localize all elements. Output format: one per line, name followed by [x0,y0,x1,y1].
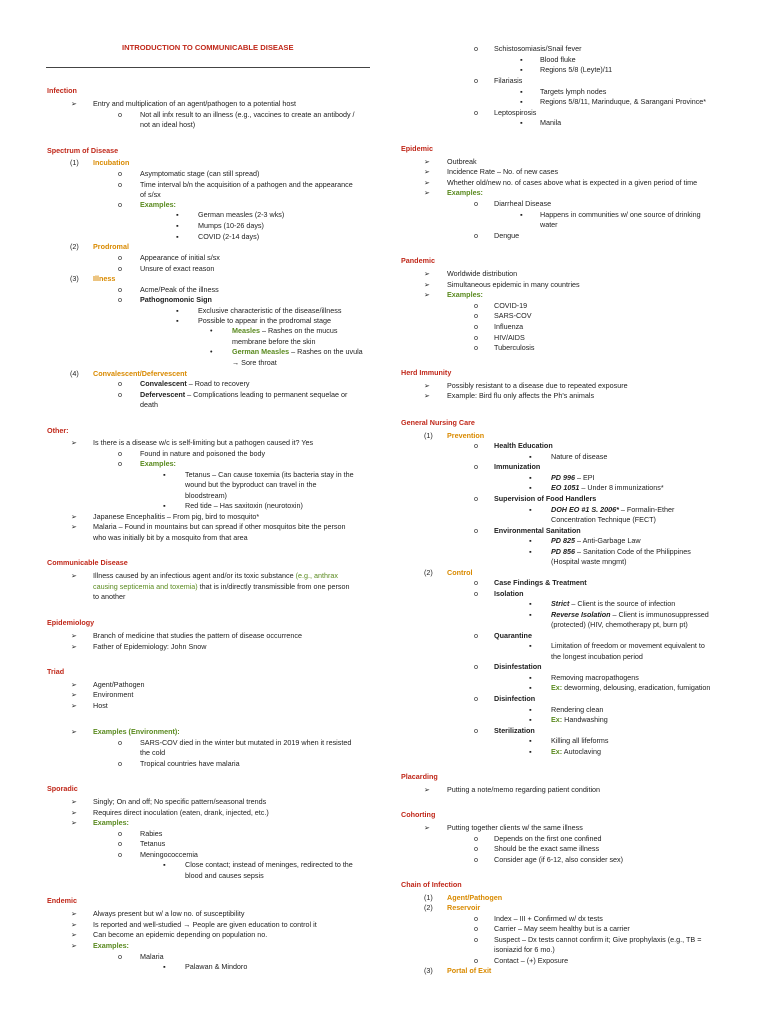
list-marker: ▪ [529,673,532,682]
text-line: Acme/Peak of the illness [140,285,219,294]
list-marker: o [474,462,478,471]
text-line: HIV/AIDS [494,333,525,342]
text-line: Disinfestation [494,662,542,671]
list-marker: ▪ [176,210,179,219]
list-marker: ▪ [529,505,532,514]
text-line: the cold [140,748,166,757]
text-line: Mumps (10-26 days) [198,221,264,230]
list-marker: ➢ [71,909,78,918]
text-line: Agent/Pathogen [93,680,145,689]
text-line: Tetanus – Can cause toxemia (its bacteria stay in the [185,470,354,479]
text-line: Host [93,701,108,710]
section-heading: Infection [47,86,77,95]
text-line: Red tide – Has saxitoxin (neurotoxin) [185,501,303,510]
list-marker: o [118,738,122,747]
text-line: Leptospirosis [494,108,537,117]
list-marker: ➢ [424,391,431,400]
text-line: Environment [93,690,134,699]
text-line: Examples: [447,290,483,299]
text-line: COVID (2-14 days) [198,232,260,241]
text-line: of s/sx [140,190,161,199]
text-line: Isolation [494,589,524,598]
list-marker: ▪ [176,316,179,325]
text-line: Examples: [93,941,129,950]
list-marker: o [474,935,478,944]
list-marker: ▪ [529,747,532,756]
list-marker: o [118,295,122,304]
text-line: Portal of Exit [447,966,492,975]
list-marker: o [474,322,478,331]
text-line: Possibly resistant to a disease due to repeated exposure [447,381,628,390]
list-marker: o [474,726,478,735]
text-line: Should be the exact same illness [494,844,600,853]
list-marker: • [210,347,213,356]
text-line: Regions 5/8 (Leyte)/11 [540,65,613,74]
list-marker: ➢ [71,680,78,689]
text-line: Limitation of freedom or movement equivalent to [551,641,705,650]
text-line: Malaria [140,952,164,961]
list-marker: o [474,956,478,965]
list-marker: o [118,839,122,848]
list-marker: ➢ [71,631,78,640]
text-line: Quarantine [494,631,532,640]
list-marker: o [474,855,478,864]
list-marker: o [474,44,478,53]
text-line: Tropical countries have malaria [140,759,240,768]
list-marker: o [118,759,122,768]
text-line: Diarrheal Disease [494,199,552,208]
list-marker: o [474,662,478,671]
list-marker: ▪ [529,705,532,714]
text-line: Filariasis [494,76,523,85]
text-line: Convalescent – Road to recovery [140,379,250,388]
text-line: Depends on the first one confined [494,834,602,843]
list-marker: ➢ [71,512,78,521]
section-heading: Endemic [47,896,77,905]
text-line: Dengue [494,231,520,240]
list-marker: ➢ [71,808,78,817]
text-line: Requires direct inoculation (eaten, drank, injected, etc.) [93,808,269,817]
text-line: blood and causes sepsis [185,871,264,880]
text-line: Killing all lifeforms [551,736,609,745]
text-line: to another [93,592,126,601]
text-line: Tuberculosis [494,343,535,352]
list-marker: o [118,285,122,294]
list-marker: ▪ [529,536,532,545]
text-line: causing septicemia and toxemia) that is in/directly transmissible from one person [93,582,350,591]
text-line: Agent/Pathogen [447,893,503,902]
list-marker: ▪ [520,97,523,106]
text-line: Can become an epidemic depending on population no. [93,930,268,939]
list-marker: ➢ [424,785,431,794]
text-line: Father of Epidemiology: John Snow [93,642,207,651]
text-line: the longest incubation period [551,652,643,661]
list-marker: ➢ [424,381,431,390]
text-line: death [140,400,158,409]
text-line: Pathognomonic Sign [140,295,212,304]
text-line: Case Findings & Treatment [494,578,587,587]
list-marker: ▪ [520,65,523,74]
list-marker: ▪ [520,87,523,96]
text-line: → Sore throat [232,358,277,367]
list-marker: ▪ [529,452,532,461]
list-marker: ➢ [71,642,78,651]
list-marker: ➢ [424,157,431,166]
title-divider [46,67,370,68]
list-marker: ▪ [529,736,532,745]
list-marker: ➢ [424,188,431,197]
text-line: Measles – Rashes on the mucus [232,326,338,335]
list-marker: ▪ [529,610,532,619]
text-line: Rendering clean [551,705,604,714]
text-line: Regions 5/8/11, Marinduque, & Sarangani Province* [540,97,707,106]
text-line: Unsure of exact reason [140,264,215,273]
list-marker: ▪ [529,547,532,556]
list-marker: (2) [424,903,433,912]
section-heading: Triad [47,667,65,676]
list-marker: ➢ [71,571,78,580]
text-line: Supervision of Food Handlers [494,494,597,503]
list-marker: (3) [70,274,79,283]
text-line: Possible to appear in the prodromal stage [198,316,332,325]
section-heading: Cohorting [401,810,436,819]
text-line: Illness caused by an infectious agent and/or its toxic substance (e.g., anthrax [93,571,338,580]
list-marker: • [210,326,213,335]
list-marker: ➢ [71,920,78,929]
text-line: Simultaneous epidemic in many countries [447,280,580,289]
text-line: Suspect – Dx tests cannot confirm it; Give prophylaxis (e.g., TB = [494,935,702,944]
list-marker: ▪ [529,473,532,482]
list-marker: ▪ [176,232,179,241]
section-heading: Communicable Disease [47,558,128,567]
text-line: (protected) (HIV, chemotherapy pt, burn pt) [551,620,688,629]
text-line: Health Education [494,441,553,450]
list-marker: ➢ [71,438,78,447]
text-line: Examples: [447,188,483,197]
section-heading: Pandemic [401,256,435,265]
text-line: Is there is a disease w/c is self-limiting but a pathogen caused it? Yes [93,438,314,447]
list-marker: o [118,264,122,273]
text-line: Environmental Sanitation [494,526,581,535]
text-line: Reverse Isolation – Client is immunosuppressed [551,610,709,619]
text-line: membrane before the skin [232,337,316,346]
text-line: Prodromal [93,242,129,251]
list-marker: o [118,390,122,399]
text-line: Ex: Autoclaving [551,747,601,756]
text-line: not an ideal host) [140,120,196,129]
page-title: INTRODUCTION TO COMMUNICABLE DISEASE [122,43,294,52]
text-line: Carrier – May seem healthy but is a carrier [494,924,630,933]
list-marker: o [474,834,478,843]
list-marker: ➢ [424,178,431,187]
text-line: Index – III + Confirmed w/ dx tests [494,914,603,923]
list-marker: o [474,589,478,598]
list-marker: ➢ [424,823,431,832]
list-marker: ➢ [71,930,78,939]
list-marker: ➢ [71,797,78,806]
text-line: Examples: [140,200,176,209]
list-marker: ▪ [529,683,532,692]
section-heading: Other: [47,426,69,435]
list-marker: o [474,914,478,923]
text-line: SARS-COV died in the winter but mutated in 2019 when it resisted [140,738,352,747]
section-heading: Epidemic [401,144,433,153]
list-marker: o [474,301,478,310]
list-marker: o [118,253,122,262]
text-line: Happens in communities w/ one source of drinking [540,210,701,219]
text-line: Sterilization [494,726,535,735]
text-line: Always present but w/ a low no. of susceptibility [93,909,245,918]
list-marker: ➢ [424,280,431,289]
list-marker: o [474,631,478,640]
text-line: Time interval b/n the acquisition of a pathogen and the appearance [140,180,353,189]
text-line: Appearance of initial s/sx [140,253,220,262]
text-line: Entry and multiplication of an agent/pathogen to a potential host [93,99,296,108]
list-marker: ▪ [520,55,523,64]
list-marker: o [474,441,478,450]
list-marker: o [474,311,478,320]
text-line: Rabies [140,829,163,838]
text-line: Influenza [494,322,524,331]
list-marker: o [118,200,122,209]
list-marker: ▪ [176,221,179,230]
list-marker: (4) [70,369,79,378]
text-line: Manila [540,118,562,127]
list-marker: o [118,459,122,468]
text-line: Outbreak [447,157,477,166]
list-marker: ▪ [176,306,179,315]
text-line: Strict – Client is the source of infection [551,599,676,608]
section-heading: Epidemiology [47,618,95,627]
text-line: Found in nature and poisoned the body [140,449,266,458]
text-line: Examples (Environment): [93,727,180,736]
list-marker: ▪ [163,501,166,510]
list-marker: o [474,343,478,352]
list-marker: o [118,850,122,859]
list-marker: o [118,379,122,388]
list-marker: o [474,526,478,535]
text-line: isoniazid for 6 mo.) [494,945,555,954]
list-marker: o [474,694,478,703]
text-line: Exclusive characteristic of the disease/illness [198,306,342,315]
text-line: Malaria – Found in mountains but can spread if other mosquitos bite the person [93,522,346,531]
text-line: Ex: deworming, delousing, eradication, fumigation [551,683,711,692]
text-line: Worldwide distribution [447,269,518,278]
text-line: Prevention [447,431,485,440]
text-line: Reservoir [447,903,481,912]
text-line: Incidence Rate – No. of new cases [447,167,559,176]
text-line: PD 856 – Sanitation Code of the Philippines [551,547,691,556]
list-marker: ▪ [529,483,532,492]
section-heading: Placarding [401,772,438,781]
list-marker: ➢ [71,701,78,710]
section-heading: Herd Immunity [401,368,452,377]
list-marker: ▪ [163,470,166,479]
text-line: Contact – (+) Exposure [494,956,569,965]
text-line: Branch of medicine that studies the pattern of disease occurrence [93,631,302,640]
text-line: COVID-19 [494,301,528,310]
list-marker: ▪ [163,962,166,971]
list-marker: ➢ [71,690,78,699]
list-marker: o [118,180,122,189]
list-marker: o [474,924,478,933]
list-marker: ▪ [529,641,532,650]
text-line: PD 825 – Anti-Garbage Law [551,536,641,545]
text-line: Schistosomiasis/Snail fever [494,44,582,53]
list-marker: ▪ [520,210,523,219]
list-marker: (1) [424,893,433,902]
list-marker: ▪ [529,599,532,608]
list-marker: ➢ [71,99,78,108]
text-line: bloodstream) [185,491,227,500]
text-line: Disinfection [494,694,536,703]
section-heading: General Nursing Care [401,418,475,427]
list-marker: ▪ [520,118,523,127]
list-marker: o [474,76,478,85]
list-marker: ➢ [71,727,78,736]
section-heading: Sporadic [47,784,78,793]
list-marker: o [474,494,478,503]
list-marker: ▪ [163,860,166,869]
section-heading: Spectrum of Disease [47,146,119,155]
text-line: water [540,220,558,229]
text-line: German measles (2-3 wks) [198,210,285,219]
text-line: (Hospital waste mngmt) [551,557,627,566]
text-line: Concentration Technique (FECT) [551,515,656,524]
section-heading: Chain of Infection [401,880,462,889]
text-line: Singly; On and off; No specific pattern/seasonal trends [93,797,267,806]
text-line: Asymptomatic stage (can still spread) [140,169,260,178]
text-line: PD 996 – EPI [551,473,595,482]
list-marker: ▪ [529,715,532,724]
text-line: Meningococcemia [140,850,198,859]
list-marker: ➢ [71,522,78,531]
text-line: Not all infx result to an illness (e.g., vaccines to create an antibody / [140,110,355,119]
text-line: wound but the byproduct can travel in the [185,480,317,489]
text-line: Blood fluke [540,55,576,64]
text-line: Examples: [140,459,176,468]
list-marker: o [118,110,122,119]
list-marker: o [118,449,122,458]
list-marker: o [118,169,122,178]
list-marker: ➢ [424,269,431,278]
list-marker: (1) [424,431,433,440]
text-line: who was initially bit by a mosquito from that area [93,533,248,542]
text-line: Control [447,568,473,577]
list-marker: o [474,844,478,853]
list-marker: (2) [424,568,433,577]
text-line: Consider age (if 6-12, also consider sex) [494,855,624,864]
text-line: EO 1051 – Under 8 immunizations* [551,483,664,492]
text-line: Ex: Handwashing [551,715,608,724]
list-marker: ➢ [424,290,431,299]
text-line: Palawan & Mindoro [185,962,248,971]
text-line: Incubation [93,158,130,167]
list-marker: o [118,829,122,838]
list-marker: ➢ [71,818,78,827]
text-line: Targets lymph nodes [540,87,607,96]
text-line: Illness [93,274,116,283]
text-line: Putting a note/memo regarding patient condition [447,785,601,794]
text-line: Immunization [494,462,541,471]
list-marker: o [474,199,478,208]
list-marker: o [474,578,478,587]
text-line: Is reported and well-studied → People are given education to control it [93,920,317,929]
text-line: Examples: [93,818,129,827]
text-line: Japanese Encephalitis – From pig, bird to mosquito* [93,512,260,521]
list-marker: (1) [70,158,79,167]
text-line: Whether old/new no. of cases above what is expected in a given period of time [447,178,698,187]
list-marker: o [474,333,478,342]
text-line: Tetanus [140,839,166,848]
list-marker: ➢ [71,941,78,950]
list-marker: o [118,952,122,961]
text-line: Example: Bird flu only affects the Ph's animals [447,391,595,400]
text-line: SARS-COV [494,311,532,320]
list-marker: (3) [424,966,433,975]
text-line: Defervescent – Complications leading to permanent sequelae or [140,390,348,399]
list-marker: (2) [70,242,79,251]
text-line: Nature of disease [551,452,608,461]
text-line: DOH EO #1 S. 2006* – Formalin-Ether [551,505,675,514]
text-line: Close contact; instead of meninges, redirected to the [185,860,353,869]
text-line: Putting together clients w/ the same illness [447,823,583,832]
text-line: Removing macropathogens [551,673,639,682]
text-line: German Measles – Rashes on the uvula [232,347,363,356]
list-marker: o [474,231,478,240]
text-line: Convalescent/Defervescent [93,369,187,378]
list-marker: o [474,108,478,117]
list-marker: ➢ [424,167,431,176]
